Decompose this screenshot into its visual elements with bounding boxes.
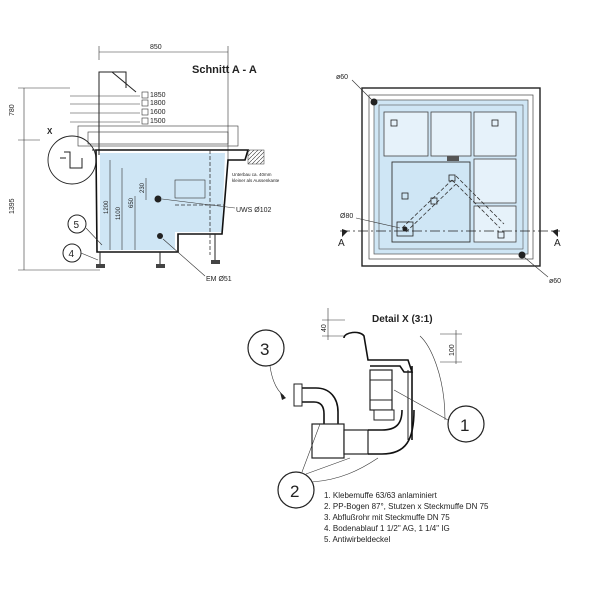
plan-dim-left: Ø80 xyxy=(340,213,354,220)
wall-hatch xyxy=(248,150,264,164)
section-title: Schnitt A - A xyxy=(192,64,257,76)
height-total-label: 1395 xyxy=(9,198,16,214)
legend-item-5: 5. Antiwirbeldeckel xyxy=(324,535,391,544)
note-line1: Unterbau ca. 40mm xyxy=(232,172,272,177)
level-1500: 1500 xyxy=(150,118,166,125)
detail-x-circle xyxy=(48,136,96,184)
dim-1100: 1100 xyxy=(116,207,122,220)
dim-100: 100 xyxy=(449,344,456,356)
level-lines xyxy=(70,92,148,124)
dim-650: 650 xyxy=(129,197,135,208)
level-1800: 1800 xyxy=(150,100,166,107)
em-label: EM Ø51 xyxy=(206,276,232,283)
legend xyxy=(324,491,489,544)
legend-item-1: 1. Klebemuffe 63/63 anlaminiert xyxy=(324,491,437,500)
plan-dim-right: ø60 xyxy=(549,278,562,285)
uws-outlet-icon xyxy=(155,196,162,203)
width-dim-label: 850 xyxy=(150,44,162,51)
svg-text:2: 2 xyxy=(290,482,300,501)
glue-sleeve xyxy=(370,370,392,410)
section-label-left: A xyxy=(338,238,345,249)
level-1850: 1850 xyxy=(150,92,166,99)
detail-title: Detail X (3:1) xyxy=(372,314,433,325)
level-1600: 1600 xyxy=(150,109,166,116)
uws-label: UWS Ø102 xyxy=(236,207,272,214)
svg-text:1: 1 xyxy=(460,416,470,435)
legend-item-3: 3. Abflußrohr mit Steckmuffe DN 75 xyxy=(324,513,450,522)
detail-x-marker: X xyxy=(47,127,53,136)
section-label-right: A xyxy=(554,238,561,249)
tub-wall-profile xyxy=(344,332,412,372)
note-line2: kleiner als Aussenkante xyxy=(232,178,280,183)
dim-40: 40 xyxy=(321,324,328,332)
plan-view xyxy=(336,74,561,285)
dim-230: 230 xyxy=(140,182,146,193)
svg-text:5: 5 xyxy=(73,220,80,231)
em-outlet-icon xyxy=(157,233,163,239)
dim-1200: 1200 xyxy=(104,200,110,214)
detail-view xyxy=(248,308,484,508)
plan-dim-top: ø60 xyxy=(336,74,349,81)
height-top-label: 780 xyxy=(9,104,16,116)
legend-item-4: 4. Bodenablauf 1 1/2" AG, 1 1/4" IG xyxy=(324,524,450,533)
svg-text:4: 4 xyxy=(68,249,75,260)
pipe-sleeve xyxy=(312,424,344,458)
section-view xyxy=(9,44,280,283)
handrail xyxy=(99,72,126,155)
legend-item-2: 2. PP-Bogen 87°, Stutzen x Steckmuffe DN 75 xyxy=(324,502,489,511)
svg-text:3: 3 xyxy=(260,340,270,359)
